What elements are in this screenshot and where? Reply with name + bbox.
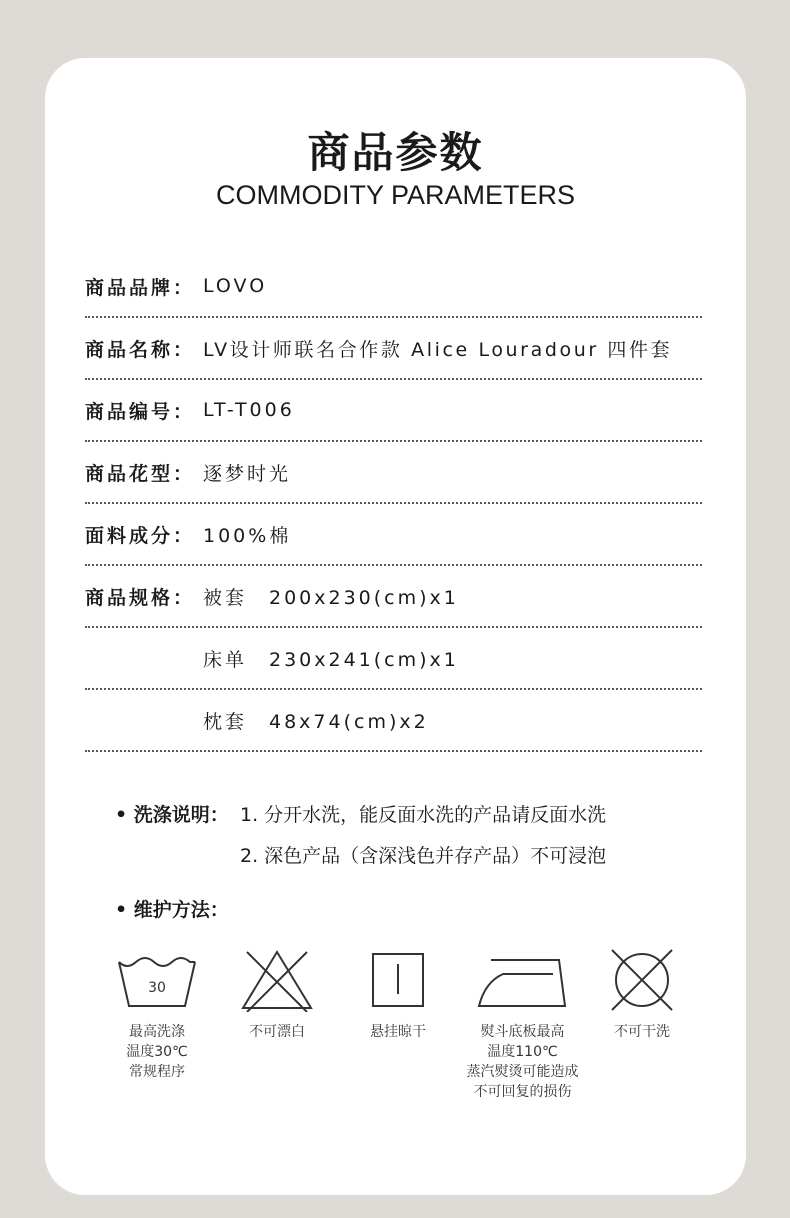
param-value: 枕套 48x74(cm)x2 bbox=[203, 710, 429, 733]
care-item bbox=[107, 948, 207, 1082]
wash-temp-number: 30 bbox=[148, 980, 166, 996]
care-item bbox=[592, 948, 692, 1042]
care-caption: 不可干洗 bbox=[614, 1024, 670, 1040]
care-caption: 最高洗涤 bbox=[129, 1024, 185, 1040]
param-value: 被套 200x230(cm)x1 bbox=[203, 586, 459, 609]
wash-item: 1. 分开水洗，能反面水洗的产品请反面水洗 bbox=[240, 804, 607, 826]
no-dry-clean-icon bbox=[600, 948, 684, 1012]
care-item bbox=[227, 948, 327, 1042]
wash-label: • 洗涤说明： bbox=[115, 804, 229, 826]
param-value: 逐梦时光 bbox=[203, 462, 292, 485]
param-label: 商品花型： bbox=[85, 462, 196, 485]
param-value: LT-T006 bbox=[203, 399, 295, 421]
care-item bbox=[348, 948, 448, 1042]
no-bleach-icon bbox=[235, 948, 319, 1012]
param-row-spec-pillow bbox=[85, 690, 702, 752]
parameters-card bbox=[45, 58, 746, 1195]
param-label: 面料成分： bbox=[85, 524, 196, 547]
param-row-code bbox=[85, 380, 702, 442]
param-row-fabric bbox=[85, 504, 702, 566]
page-subtitle: COMMODITY PARAMETERS bbox=[215, 180, 576, 210]
param-label: 商品品牌： bbox=[85, 276, 196, 299]
param-label: 商品规格： bbox=[85, 586, 196, 609]
param-row-name bbox=[85, 318, 702, 380]
wash-item: 2. 深色产品（含深浅色并存产品）不可浸泡 bbox=[240, 845, 607, 867]
care-caption: 不可回复的损伤 bbox=[473, 1084, 572, 1100]
care-label: • 维护方法： bbox=[115, 899, 229, 921]
care-item bbox=[450, 948, 595, 1102]
parameter-list bbox=[85, 256, 702, 752]
line-dry-icon bbox=[356, 948, 440, 1012]
param-value: 床单 230x241(cm)x1 bbox=[203, 648, 459, 671]
care-caption: 温度110℃ bbox=[487, 1044, 558, 1060]
param-row-spec-duvet bbox=[85, 566, 702, 628]
iron-icon bbox=[473, 948, 573, 1012]
page-title: 商品参数 bbox=[307, 128, 484, 177]
param-row-pattern bbox=[85, 442, 702, 504]
param-value: 100%棉 bbox=[203, 524, 292, 547]
care-caption: 常规程序 bbox=[129, 1064, 185, 1080]
param-row-brand bbox=[85, 256, 702, 318]
param-row-spec-sheet bbox=[85, 628, 702, 690]
wash-30-icon bbox=[115, 948, 199, 1012]
param-label: 商品名称： bbox=[85, 338, 196, 361]
care-caption: 悬挂晾干 bbox=[370, 1024, 426, 1040]
param-value: LOVO bbox=[203, 275, 268, 297]
care-caption: 蒸汽熨烫可能造成 bbox=[466, 1064, 579, 1080]
care-caption: 不可漂白 bbox=[249, 1024, 305, 1040]
care-caption: 温度30℃ bbox=[126, 1044, 188, 1060]
param-label: 商品编号： bbox=[85, 400, 196, 423]
care-caption: 熨斗底板最高 bbox=[480, 1024, 565, 1040]
param-value: LV设计师联名合作款 Alice Louradour 四件套 bbox=[203, 338, 673, 361]
